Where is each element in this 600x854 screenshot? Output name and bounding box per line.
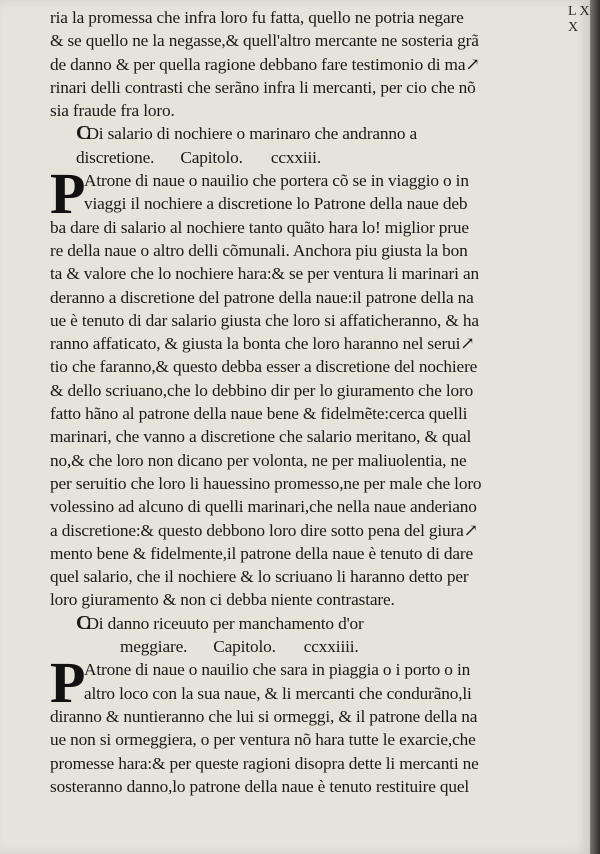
drop-cap-letter: P	[50, 650, 86, 716]
chapter-number: ccxxiii.	[270, 147, 321, 167]
text-line: & se quello ne la negasse,& quell'altro mercante ne sosteria grã	[50, 31, 479, 51]
text-line: a discretione:& questo debbono loro dire sotto pena del giura↗	[50, 520, 478, 540]
corner-mark: L X X	[568, 4, 590, 35]
chapter-number: ccxxiiii.	[303, 637, 359, 657]
text-line: promesse hara:& per queste ragioni disopra dette li mercanti ne	[50, 753, 479, 773]
heading-line: discretione.	[76, 147, 155, 167]
text-line: deranno a discretione del patrone della naue:il patrone della na	[50, 287, 474, 307]
book-spine-edge	[590, 0, 600, 854]
chapter-label: Capitolo.	[213, 637, 276, 657]
heading-line: Di danno riceuuto per manchamento d'or	[86, 613, 364, 633]
text-line: Atrone di naue o nauilio che sara in piaggia o i porto o in	[84, 660, 471, 680]
pilcrow-mark: C	[76, 122, 85, 145]
paragraph-1	[50, 6, 578, 122]
text-line: altro loco con la sua naue, & li mercanti che condurãno,li	[84, 683, 472, 703]
chapter-heading-224	[50, 612, 578, 659]
text-line: re della naue o altro delli cõmunali. Anchora piu giusta la bon	[50, 240, 468, 260]
text-line: diranno & nuntieranno che lui si ormeggi, & il patrone della na	[50, 706, 478, 726]
text-line: sosteranno danno,lo patrone della naue è tenuto restituire quel	[50, 776, 470, 796]
chapter-label: Capitolo.	[180, 147, 243, 167]
text-line: ue è tenuto di dar salario giusta che loro si affaticheranno, & ha	[50, 310, 479, 330]
pilcrow-mark: C	[76, 611, 85, 634]
page-text	[50, 6, 578, 798]
text-line: no,& che loro non dicano per volonta, ne per maliuolentia, ne	[50, 450, 467, 470]
drop-cap-letter: P	[50, 161, 86, 227]
text-line: loro giuramento & non ci debba niente contrastare.	[50, 590, 395, 610]
text-line: sia fraude fra loro.	[50, 101, 175, 121]
text-line: & dello scriuano,che lo debbino dir per lo giuramento che loro	[50, 380, 474, 400]
text-line: per seruitio che loro li hauessino promesso,ne per male che loro	[50, 473, 482, 493]
chapter-heading-223	[50, 122, 578, 169]
text-line: fatto hãno al patrone della naue bene & fidelmẽte:cerca quelli	[50, 404, 468, 424]
heading-line: meggiare.	[120, 637, 188, 657]
text-line: marinari, che vanno a discretione che salario meritano, & qual	[50, 427, 472, 447]
text-line: ue non si ormeggiera, o per ventura nõ hara tutte le exarcie,che	[50, 730, 476, 750]
text-line: rinari delli contrasti che serãno infra li mercanti, per cio che nõ	[50, 77, 476, 97]
text-line: volessino ad alcuno di quelli marinari,che nella naue anderiano	[50, 497, 477, 517]
paragraph-2	[50, 161, 578, 612]
text-line: ta & valore che lo nochiere hara:& se per ventura li marinari an	[50, 264, 479, 284]
paragraph-3	[50, 650, 578, 798]
text-line: de danno & per quella ragione debbano fare testimonio di ma↗	[50, 54, 480, 74]
text-line: ba dare di salario al nochiere tanto quãto hara lo! miglior prue	[50, 217, 469, 237]
heading-line: Di salario di nochiere o marinaro che andranno a	[86, 124, 418, 144]
text-line: ranno affaticato, & giusta la bonta che loro haranno nel serui↗	[50, 334, 475, 354]
text-line: viaggi il nochiere a discretione lo Patrone della naue deb	[84, 194, 468, 214]
text-line: quel salario, che il nochiere & lo scriuano li haranno detto per	[50, 567, 469, 587]
text-line: mento bene & fidelmente,il patrone della naue è tenuto di dare	[50, 543, 474, 563]
text-line: tio che faranno,& questo debba esser a discretione del nochiere	[50, 357, 478, 377]
text-line: Atrone di naue o nauilio che portera cõ se in viaggio o in	[84, 171, 469, 191]
text-line: ria la promessa che infra loro fu fatta, quello ne potria negare	[50, 8, 464, 27]
